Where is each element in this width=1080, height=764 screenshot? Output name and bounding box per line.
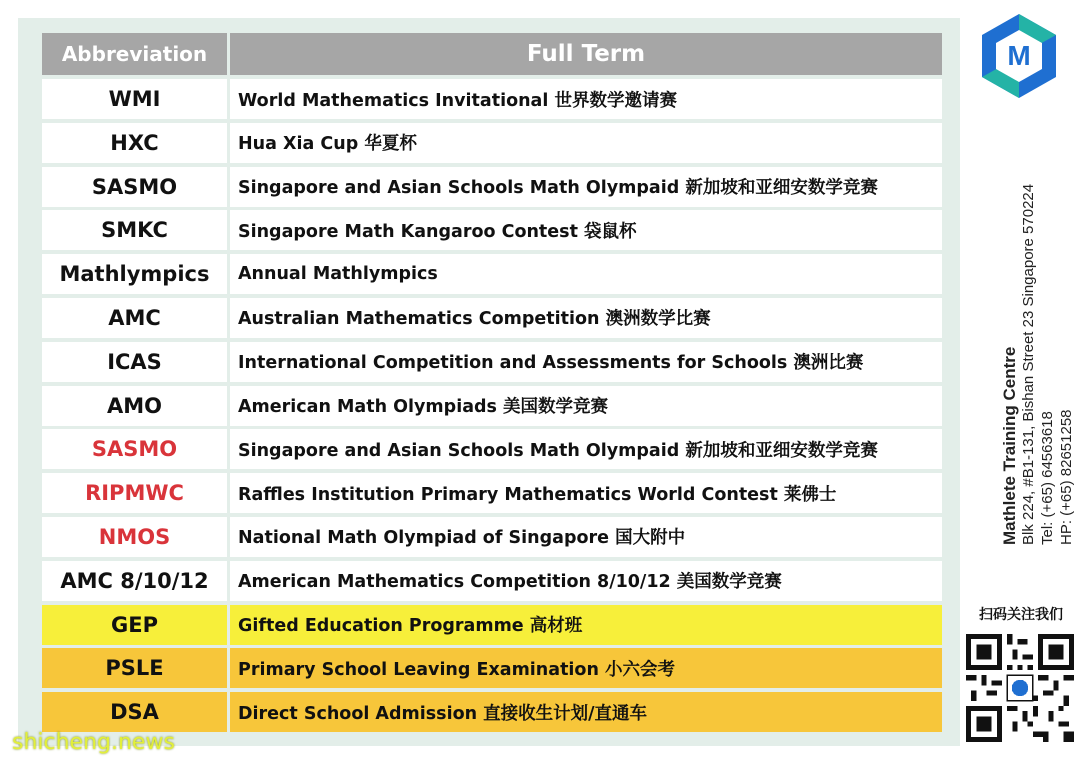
full-term-cell: Primary School Leaving Examination 小六会考	[230, 648, 942, 688]
table-row	[42, 605, 942, 645]
abbr-cell: RIPMWC	[42, 473, 227, 513]
table-row	[42, 386, 942, 426]
qr-caption: 扫码关注我们	[979, 607, 1063, 623]
full-term-cell: Singapore Math Kangaroo Contest 袋鼠杯	[230, 210, 942, 250]
qr-code-icon	[966, 634, 1074, 742]
abbr-cell: GEP	[42, 605, 227, 645]
watermark: shicheng.news	[12, 730, 175, 755]
mathlete-logo	[978, 12, 1060, 100]
table-row	[42, 429, 942, 469]
full-term-cell: World Mathematics Invitational 世界数学邀请赛	[230, 79, 942, 119]
full-term-cell: Annual Mathlympics	[230, 254, 942, 294]
telephone: Tel: (+65) 64563618	[1039, 411, 1056, 545]
logo-letter: M	[1007, 40, 1031, 71]
full-term-cell: Australian Mathematics Competition 澳洲数学比赛	[230, 298, 942, 338]
handphone: HP: (+65) 82651258	[1058, 409, 1075, 545]
abbr-cell: PSLE	[42, 648, 227, 688]
table-row	[42, 342, 942, 382]
full-term-cell: Direct School Admission 直接收生计划/直通车	[230, 692, 942, 732]
table-header-row	[42, 33, 942, 75]
abbr-cell: NMOS	[42, 517, 227, 557]
table-row	[42, 298, 942, 338]
abbr-cell: SASMO	[42, 429, 227, 469]
abbreviation-table	[42, 33, 942, 736]
address: Blk 224, #B1-131, Bishan Street 23 Singapore 570224	[1020, 183, 1037, 545]
abbr-cell: SASMO	[42, 167, 227, 207]
full-term-cell: American Math Olympiads 美国数学竞赛	[230, 386, 942, 426]
full-term-cell: International Competition and Assessments for Schools 澳洲比赛	[230, 342, 942, 382]
full-term-cell: Singapore and Asian Schools Math Olympaid 新加坡和亚细安数学竞赛	[230, 167, 942, 207]
table-row	[42, 473, 942, 513]
abbr-cell: AMO	[42, 386, 227, 426]
abbr-cell: ICAS	[42, 342, 227, 382]
abbr-cell: AMC 8/10/12	[42, 561, 227, 601]
table-row	[42, 123, 942, 163]
abbr-cell: SMKC	[42, 210, 227, 250]
abbr-cell: AMC	[42, 298, 227, 338]
abbr-cell: HXC	[42, 123, 227, 163]
abbr-cell: WMI	[42, 79, 227, 119]
abbr-cell: Mathlympics	[42, 254, 227, 294]
table-row	[42, 648, 942, 688]
full-term-cell: Singapore and Asian Schools Math Olympaid 新加坡和亚细安数学竞赛	[230, 429, 942, 469]
table-row	[42, 167, 942, 207]
centre-name: Mathlete Training Centre	[1000, 346, 1019, 545]
table-row	[42, 692, 942, 732]
table-row	[42, 79, 942, 119]
full-term-cell: National Math Olympiad of Singapore 国大附中	[230, 517, 942, 557]
header-full-term: Full Term	[230, 33, 942, 75]
table-row	[42, 517, 942, 557]
contact-info	[1000, 105, 1076, 545]
table-row	[42, 254, 942, 294]
table-row	[42, 561, 942, 601]
full-term-cell: American Mathematics Competition 8/10/12 美国数学竞赛	[230, 561, 942, 601]
abbr-cell: DSA	[42, 692, 227, 732]
full-term-cell: Raffles Institution Primary Mathematics World Contest 莱佛士	[230, 473, 942, 513]
full-term-cell: Gifted Education Programme 高材班	[230, 605, 942, 645]
header-abbreviation: Abbreviation	[42, 33, 227, 75]
table-row	[42, 210, 942, 250]
full-term-cell: Hua Xia Cup 华夏杯	[230, 123, 942, 163]
